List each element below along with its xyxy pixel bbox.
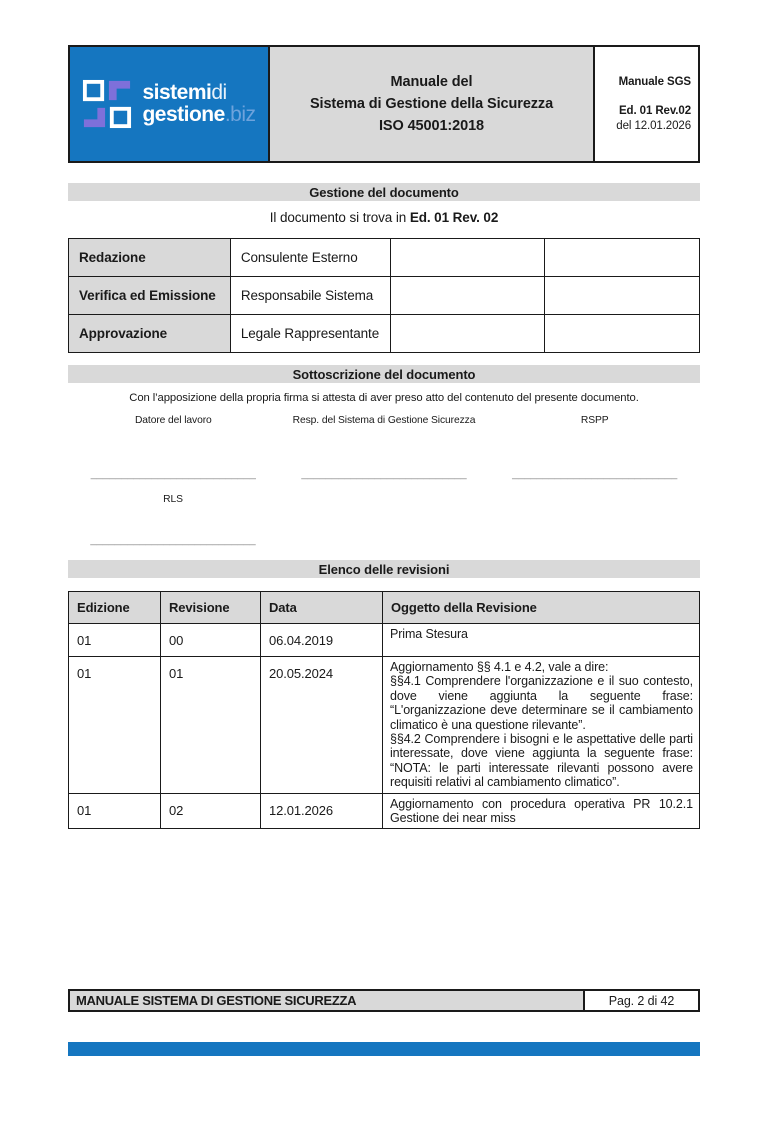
document-code: Manuale SGS [618,75,691,88]
brand-bottom-bar [68,1042,700,1056]
signature-lines-row [68,468,700,480]
revision-oggetto-paragraph: Aggiornamento con procedura operativa PR 10.2.1 Gestione dei near miss [390,796,693,826]
role-empty-cell [390,315,545,353]
location-prefix: Il documento si trova in [269,210,410,225]
revision-oggetto-paragraph: Prima Stesura [390,627,468,641]
role-empty-cell [545,315,700,353]
section-bar-sottoscrizione: Sottoscrizione del documento [68,365,700,383]
revision-edizione-cell: 01 [69,657,161,794]
document-edition-date: del 12.01.2026 [616,119,691,132]
section-bar-gestione: Gestione del documento [68,183,700,201]
roles-table [68,238,700,353]
title-line-3: ISO 45001:2018 [378,118,484,134]
revision-data-cell: 06.04.2019 [261,624,383,657]
section-bar-revisioni: Elenco delle revisioni [68,560,700,578]
signature-line-datore: ___________________________ [90,468,256,480]
revision-edizione-cell: 01 [69,793,161,829]
role-label-cell: Approvazione [69,315,231,353]
revision-revisione-cell: 01 [161,657,261,794]
role-empty-cell [390,277,545,315]
revisions-column-header: Data [261,592,383,624]
revision-revisione-cell: 02 [161,793,261,829]
role-empty-cell [390,239,545,277]
document-edition: Ed. 01 Rev.02 [618,104,691,117]
role-value-cell: Legale Rappresentante [230,315,390,353]
logo-word1: sistemi [142,81,212,104]
title-line-1: Manuale del [390,74,473,90]
document-header [68,45,700,163]
title-line-2: Sistema di Gestione della Sicurezza [309,96,554,112]
revision-oggetto-paragraph: Aggiornamento §§ 4.1 e 4.2, vale a dire: [390,660,609,674]
revision-oggetto-paragraph: §§4.1 Comprendere l'organizzazione e il suo contesto, dove viene aggiunta la seguente frase: “L'organizzazione deve determinare se il cambiamento climatico è una questione rilevante”. [390,674,693,732]
revision-oggetto-cell [383,793,700,829]
document-location-line [68,210,700,225]
document-page [68,45,700,1056]
attestation-text: Con l’apposizione della propria firma si attesta di aver preso atto del contenuto del presente documento. [129,392,639,404]
revision-data-cell: 12.01.2026 [261,793,383,829]
role-empty-cell [545,277,700,315]
footer-page-number: Pag. 2 di 42 [585,991,698,1010]
location-edition: Ed. 01 Rev. 02 [409,210,499,225]
role-value-cell: Consulente Esterno [230,239,390,277]
revisions-column-header: Revisione [161,592,261,624]
logo-word2-suffix: .biz [224,103,256,126]
revisions-column-header: Oggetto della Revisione [383,592,700,624]
revisions-table-row [69,624,700,657]
revision-data-cell: 20.05.2024 [261,657,383,794]
revision-edizione-cell: 01 [69,624,161,657]
revisions-table [68,591,700,829]
signer-label-rspp: RSPP [580,415,609,426]
signer-label-datore: Datore del lavoro [134,415,212,426]
revisions-column-header: Edizione [69,592,161,624]
roles-table-row [69,239,700,277]
signer-labels-row [68,415,700,426]
revisions-table-row [69,793,700,829]
logo-word2: gestione [142,103,225,126]
role-label-cell: Verifica ed Emissione [69,277,231,315]
document-meta [595,47,698,161]
roles-table-row [69,315,700,353]
role-label-cell: Redazione [69,239,231,277]
document-title [270,47,595,161]
document-footer [68,989,700,1012]
signature-line-resp-sistema: ___________________________ [301,468,467,480]
role-empty-cell [545,239,700,277]
logo-word1-suffix: di [211,81,227,104]
revision-oggetto-paragraph: §§4.2 Comprendere i bisogni e le aspettative delle parti interessate, dove viene aggiunta la seguente frase: “NOTA: le parti interessate rilevanti possono avere requisiti relativi al cambiamento climatico”. [390,732,693,790]
footer-title: MANUALE SISTEMA DI GESTIONE SICUREZZA [70,991,585,1010]
company-logo [70,47,270,161]
signature-line-rspp: ___________________________ [512,468,678,480]
revisions-header-row [69,592,700,624]
signature-line-rls: ___________________________ [90,534,256,546]
roles-table-row [69,277,700,315]
role-value-cell: Responsabile Sistema [230,277,390,315]
revisions-table-row [69,657,700,794]
revision-oggetto-cell [383,657,700,794]
revision-revisione-cell: 00 [161,624,261,657]
squares-logo-icon [82,79,132,129]
revision-oggetto-cell [383,624,700,657]
logo-wordmark [142,82,255,126]
signer-label-resp-sistema: Resp. del Sistema di Gestione Sicurezza [292,415,476,426]
signer-label-rls: RLS [163,494,183,505]
